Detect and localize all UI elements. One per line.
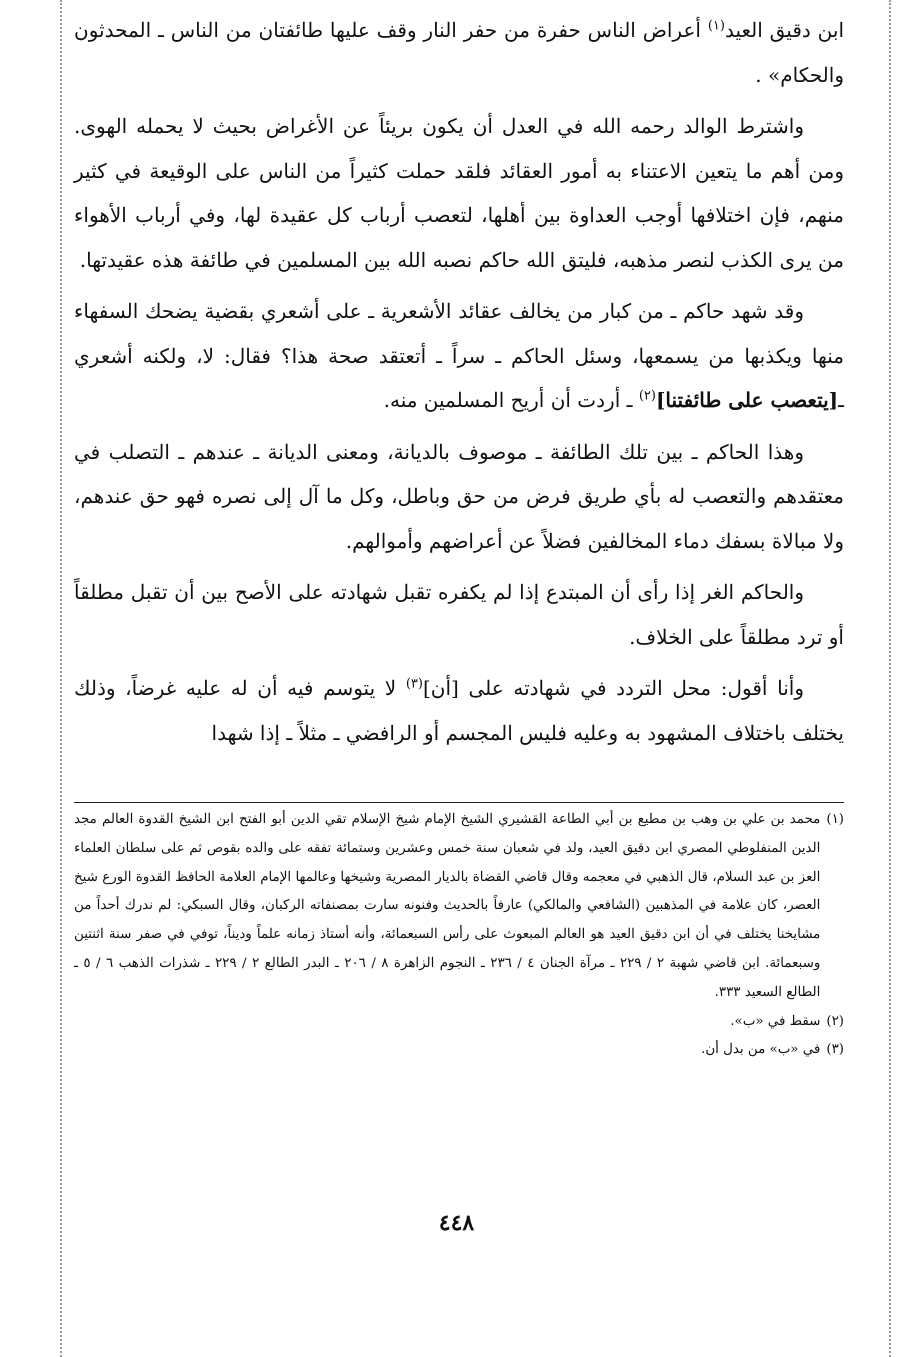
footnote-2-text: سقط في «ب».: [730, 1013, 821, 1029]
footnote-ref-2: (٢): [638, 388, 656, 404]
footnotes: [74, 806, 844, 1065]
footnote-1-text: محمد بن علي بن وهب بن مطيع بن أبي الطاعة القشيري الشيخ الإمام شيخ الإسلام تقي الدين أبو الفتح ابن الشيخ القدوة العالم مجد الدين المنفلوطي المصري ابن دقيق العيد، ولد في شعبان سنة خمس وعشرين وستمائة تفقه على والده بقوص ثم على سلطان العلماء العز بن عبد السلام، قال الذهبي في معجمه وقال قاضي القضاة بالديار المصرية وشيخها وعالمها الإمام العلامة الحافظ القدوة الورع شيخ العصر، كان علامة في المذهبين (الشافعي والمالكي) عارفاً بالحديث وفنونه سارت بمصنفاته الركبان، وقال السبكي: لم ندرك أحداً من مشايخنا يختلف في أن ابن دقيق العيد هو العالم المبعوث على رأس السبعمائة، وأنه أستاذ زمانه علماً وديناً، توفي في صفر سنة اثنتين وسبعمائة. ابن قاضي شهبة ٢ / ٢٢٩ ـ مرآة الجنان ٤ / ٢٣٦ ـ النجوم الزاهرة ٨ / ٢٠٦ ـ البدر الطالع ٢ / ٢٢٩ ـ شذرات الذهب ٦ / ٥ ـ الطالع السعيد ٣٣٣.: [74, 812, 821, 1000]
paragraph-6-text-b: لا يتوسم فيه أن له عليه غرضاً، وذلك يختلف باختلاف المشهود به وعليه فليس المجسم أو الرافضي ـ مثلاً ـ إذا شهدا: [74, 676, 844, 745]
footnote-2-number: (٢): [826, 1013, 844, 1029]
scan-margin-dotted-line-right: [889, 0, 891, 1357]
paragraph-2: واشترط الوالد رحمه الله في العدل أن يكون بريئاً عن الأغراض بحيث لا يحمله الهوى. ومن أهم ما يتعين الاعتناء به أمور العقائد فلقد حملت كثيراً من الناس على الوقيعة في كثير منهم، فإن اختلافها أوجب العداوة بين أهلها، لتعصب أرباب كل عقيدة لها، وفي أرباب الأهواء من يرى الكذب لنصر مذهبه، فليتق الله حاكم نصبه الله بين المسلمين في طائفة هذه عقيدتها.: [74, 114, 844, 272]
paragraph-3: [74, 289, 844, 423]
paragraph-3-bracketed-insert: [يتعصب على طائفتنا]: [655, 388, 839, 412]
page-number: ٤٤٨: [438, 1210, 475, 1236]
footnote-3: [74, 1036, 844, 1065]
paragraph-1: [74, 8, 844, 97]
paragraph-4: وهذا الحاكم ـ بين تلك الطائفة ـ موصوف بالديانة، ومعنى الديانة ـ عندهم ـ التصلب في معتقدهم والتعصب له بأي طريق فرض من حق وباطل، وكل ما آل إلى نصره فهو حق عندهم، ولا مبالاة بسفك دماء المخالفين فضلاً عن أعراضهم وأموالهم.: [74, 439, 844, 553]
footnote-ref-1: (١): [707, 18, 725, 34]
paragraph-6-text-a: وأنا أقول: محل التردد في شهادته على [أن]: [422, 676, 805, 700]
scan-margin-dotted-line-left: [60, 0, 62, 1357]
footnote-3-text: في «ب» من بدل أن.: [701, 1042, 821, 1058]
footnote-3-number: (٣): [826, 1042, 844, 1058]
paragraph-3-text-a: وقد شهد حاكم ـ من كبار من يخالف عقائد الأشعرية ـ على أشعري بقضية يضحك السفهاء منها ويكذبها من يسمعها، وسئل الحاكم ـ سراً ـ أتعتقد صحة هذا؟ فقال: لا، ولكنه أشعري ـ: [74, 299, 844, 412]
paragraph-6: [74, 666, 844, 755]
footnote-separator-line: [74, 802, 844, 803]
footnote-ref-3: (٣): [405, 676, 423, 692]
main-text: [74, 8, 844, 762]
footnote-2: [74, 1008, 844, 1037]
footnote-1-number: (١): [826, 812, 844, 827]
footnote-1: [74, 806, 844, 1008]
paragraph-1-text-b: أعراض الناس حفرة من حفر النار وقف عليها طائفتان من الناس ـ المحدثون والحكام» .: [74, 18, 844, 87]
paragraph-3-text-b: ـ أردت أن أريح المسلمين منه.: [383, 388, 639, 412]
paragraph-1-text-a: ابن دقيق العيد: [724, 18, 844, 42]
paragraph-5: والحاكم الغر إذا رأى أن المبتدع إذا لم يكفره تقبل شهادته على الأصح بين أن تقبل مطلقاً أو ترد مطلقاً على الخلاف.: [74, 580, 844, 649]
